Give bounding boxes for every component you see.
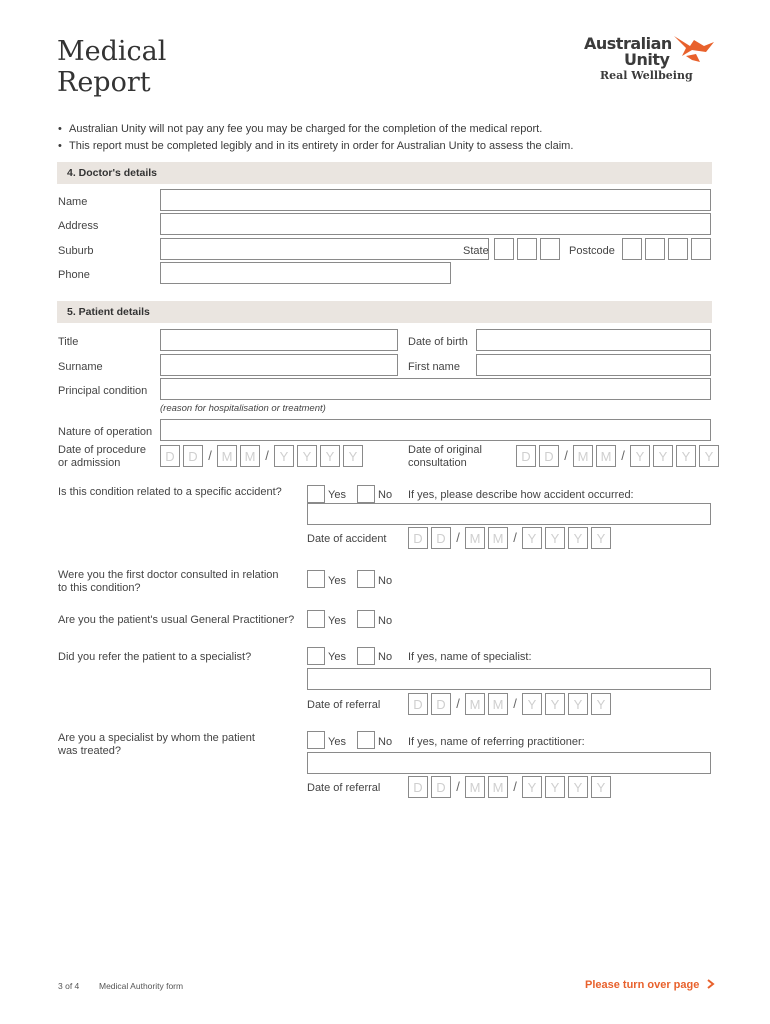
referred-yes-checkbox[interactable]	[307, 647, 325, 665]
instruction-item: • Australian Unity will not pay any fee you may be charged for the completion of the medical report.	[58, 121, 573, 138]
state-boxes[interactable]	[494, 238, 560, 260]
form-name: Medical Authority form	[99, 981, 184, 991]
day-cell[interactable]: D	[431, 693, 451, 715]
title-label: Title	[58, 336, 79, 348]
year-cell[interactable]: Y	[545, 776, 565, 798]
chevron-right-icon	[707, 979, 715, 989]
month-cell[interactable]: M	[573, 445, 593, 467]
state-cell[interactable]	[540, 238, 560, 260]
logo-text-line1: Australian	[584, 34, 672, 53]
gp-question: Are you the patient's usual General Practitioner?	[58, 614, 295, 626]
doctor-address-input[interactable]	[160, 213, 711, 235]
year-cell[interactable]: Y	[343, 445, 363, 467]
procedure-date-boxes[interactable]	[160, 445, 363, 467]
day-cell[interactable]: D	[539, 445, 559, 467]
principal-condition-hint: (reason for hospitalisation or treatment)	[160, 403, 326, 414]
yes-label: Yes	[328, 615, 346, 627]
principal-condition-input[interactable]	[160, 378, 711, 400]
year-cell[interactable]: Y	[630, 445, 650, 467]
patient-dob-input[interactable]	[476, 329, 711, 351]
year-cell[interactable]: Y	[591, 693, 611, 715]
year-cell[interactable]: Y	[522, 527, 542, 549]
date-separator: /	[621, 448, 625, 463]
postcode-cell[interactable]	[691, 238, 711, 260]
specialist-name-input[interactable]	[307, 668, 711, 690]
date-of-accident-label: Date of accident	[307, 533, 387, 545]
date-separator: /	[265, 448, 269, 463]
month-cell[interactable]: M	[217, 445, 237, 467]
accident-no-checkbox[interactable]	[357, 485, 375, 503]
no-label: No	[378, 651, 393, 663]
year-cell[interactable]: Y	[653, 445, 673, 467]
doctor-suburb-input[interactable]	[160, 238, 489, 260]
year-cell[interactable]: Y	[699, 445, 719, 467]
address-label: Address	[58, 220, 99, 232]
year-cell[interactable]: Y	[591, 527, 611, 549]
phone-label: Phone	[58, 269, 90, 281]
postcode-cell[interactable]	[645, 238, 665, 260]
year-cell[interactable]: Y	[297, 445, 317, 467]
first-doctor-yes-checkbox[interactable]	[307, 570, 325, 588]
month-cell[interactable]: M	[240, 445, 260, 467]
no-label: No	[378, 615, 393, 627]
day-cell[interactable]: D	[431, 527, 451, 549]
referring-practitioner-label: If yes, name of referring practitioner:	[408, 736, 585, 748]
date-separator: /	[513, 779, 517, 794]
month-cell[interactable]: M	[488, 527, 508, 549]
day-cell[interactable]: D	[408, 776, 428, 798]
referring-practitioner-input[interactable]	[307, 752, 711, 774]
page-title: Medical Report	[57, 36, 167, 98]
day-cell[interactable]: D	[431, 776, 451, 798]
referral-date-boxes-2[interactable]	[408, 776, 611, 798]
bird-icon	[672, 34, 716, 66]
day-cell[interactable]: D	[408, 693, 428, 715]
day-cell[interactable]: D	[408, 527, 428, 549]
month-cell[interactable]: M	[465, 693, 485, 715]
logo-tagline: Real Wellbeing	[600, 69, 693, 82]
date-of-referral-label: Date of referral	[307, 699, 381, 711]
yes-label: Yes	[328, 575, 346, 587]
postcode-cell[interactable]	[668, 238, 688, 260]
yes-label: Yes	[328, 489, 346, 501]
date-separator: /	[456, 779, 460, 794]
section-patient-details: 5. Patient details	[57, 301, 712, 323]
patient-firstname-input[interactable]	[476, 354, 711, 376]
year-cell[interactable]: Y	[568, 527, 588, 549]
month-cell[interactable]: M	[488, 693, 508, 715]
state-label: State	[463, 245, 489, 257]
referred-question: Did you refer the patient to a specialist?	[58, 651, 252, 663]
instructions-list	[58, 121, 573, 155]
referred-no-checkbox[interactable]	[357, 647, 375, 665]
no-label: No	[378, 489, 393, 501]
specialist-yes-checkbox[interactable]	[307, 731, 325, 749]
principal-condition-label: Principal condition	[58, 385, 148, 397]
accident-describe-label: If yes, please describe how accident occurred:	[408, 489, 634, 501]
date-separator: /	[564, 448, 568, 463]
gp-no-checkbox[interactable]	[357, 610, 375, 628]
accident-yes-checkbox[interactable]	[307, 485, 325, 503]
procedure-date-label: Date of procedure or admission	[58, 444, 147, 469]
specialist-no-checkbox[interactable]	[357, 731, 375, 749]
section-doctor-details: 4. Doctor's details	[57, 162, 712, 184]
year-cell[interactable]: Y	[545, 527, 565, 549]
operation-label: Nature of operation	[58, 426, 153, 438]
postcode-boxes[interactable]	[622, 238, 711, 260]
date-separator: /	[456, 696, 460, 711]
date-of-referral-label: Date of referral	[307, 782, 381, 794]
logo-text-line2: Unity	[624, 50, 670, 69]
surname-label: Surname	[58, 361, 103, 373]
suburb-label: Suburb	[58, 245, 94, 257]
instruction-item: • This report must be completed legibly and in its entirety in order for Australian Unity to assess the claim.	[58, 138, 573, 155]
month-cell[interactable]: M	[465, 776, 485, 798]
yes-label: Yes	[328, 651, 346, 663]
no-label: No	[378, 575, 393, 587]
gp-yes-checkbox[interactable]	[307, 610, 325, 628]
yes-label: Yes	[328, 736, 346, 748]
year-cell[interactable]: Y	[320, 445, 340, 467]
month-cell[interactable]: M	[465, 527, 485, 549]
accident-description-input[interactable]	[307, 503, 711, 525]
month-cell[interactable]: M	[488, 776, 508, 798]
year-cell[interactable]: Y	[568, 693, 588, 715]
year-cell[interactable]: Y	[545, 693, 565, 715]
turn-over-link[interactable]: Please turn over page	[585, 979, 715, 991]
specialist-name-label: If yes, name of specialist:	[408, 651, 532, 663]
doctor-name-input[interactable]	[160, 189, 711, 211]
day-cell[interactable]: D	[516, 445, 536, 467]
firstname-label: First name	[408, 361, 460, 373]
australian-unity-logo	[584, 34, 716, 84]
postcode-label: Postcode	[569, 245, 615, 257]
date-separator: /	[513, 530, 517, 545]
specialist-question: Are you a specialist by whom the patient was treated?	[58, 732, 255, 757]
page-number: 3 of 4	[58, 981, 80, 991]
patient-surname-input[interactable]	[160, 354, 398, 376]
accident-date-boxes[interactable]	[408, 527, 611, 549]
operation-input[interactable]	[160, 419, 711, 441]
postcode-cell[interactable]	[622, 238, 642, 260]
year-cell[interactable]: Y	[591, 776, 611, 798]
state-cell[interactable]	[494, 238, 514, 260]
state-cell[interactable]	[517, 238, 537, 260]
month-cell[interactable]: M	[596, 445, 616, 467]
patient-title-input[interactable]	[160, 329, 398, 351]
name-label: Name	[58, 196, 88, 208]
original-consultation-date-boxes[interactable]	[516, 445, 719, 467]
year-cell[interactable]: Y	[522, 693, 542, 715]
date-separator: /	[513, 696, 517, 711]
day-cell[interactable]: D	[160, 445, 180, 467]
year-cell[interactable]: Y	[274, 445, 294, 467]
day-cell[interactable]: D	[183, 445, 203, 467]
year-cell[interactable]: Y	[676, 445, 696, 467]
first-doctor-no-checkbox[interactable]	[357, 570, 375, 588]
date-separator: /	[208, 448, 212, 463]
doctor-phone-input[interactable]	[160, 262, 451, 284]
year-cell[interactable]: Y	[568, 776, 588, 798]
year-cell[interactable]: Y	[522, 776, 542, 798]
dob-label: Date of birth	[408, 336, 468, 348]
date-separator: /	[456, 530, 460, 545]
referral-date-boxes[interactable]	[408, 693, 611, 715]
original-consultation-label: Date of original consultation	[408, 444, 482, 469]
accident-question: Is this condition related to a specific accident?	[58, 486, 282, 498]
first-doctor-question: Were you the first doctor consulted in relation to this condition?	[58, 569, 279, 594]
no-label: No	[378, 736, 393, 748]
